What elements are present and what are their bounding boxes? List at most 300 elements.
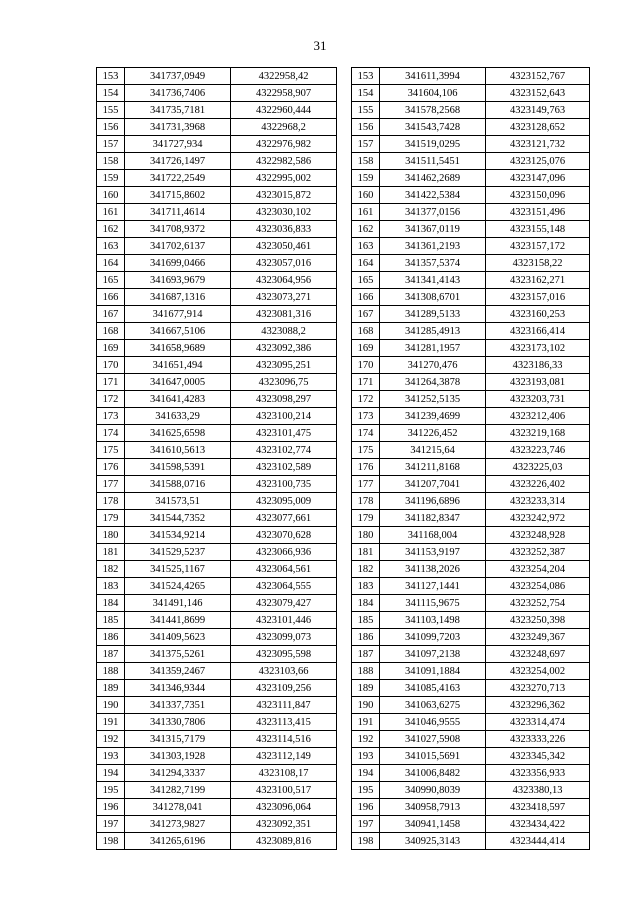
table-row	[97, 425, 337, 442]
point-number-cell: 189	[352, 680, 380, 697]
point-number-cell: 183	[97, 578, 125, 595]
y-coordinate-cell: 4323225,03	[486, 459, 590, 476]
x-coordinate-cell: 341367,0119	[380, 221, 486, 238]
y-coordinate-cell: 4323356,933	[486, 765, 590, 782]
y-coordinate-cell: 4323089,816	[231, 833, 337, 850]
y-coordinate-cell: 4323345,342	[486, 748, 590, 765]
point-number-cell: 183	[352, 578, 380, 595]
point-number-cell: 168	[97, 323, 125, 340]
point-number-cell: 176	[97, 459, 125, 476]
y-coordinate-cell: 4323418,597	[486, 799, 590, 816]
point-number-cell: 164	[352, 255, 380, 272]
x-coordinate-cell: 341610,5613	[125, 442, 231, 459]
table-row	[97, 646, 337, 663]
y-coordinate-cell: 4323070,628	[231, 527, 337, 544]
y-coordinate-cell: 4323096,75	[231, 374, 337, 391]
table-row	[352, 68, 590, 85]
table-row	[352, 119, 590, 136]
point-number-cell: 160	[352, 187, 380, 204]
point-number-cell: 185	[97, 612, 125, 629]
point-number-cell: 170	[97, 357, 125, 374]
point-number-cell: 182	[352, 561, 380, 578]
x-coordinate-cell: 341285,4913	[380, 323, 486, 340]
x-coordinate-cell: 341226,452	[380, 425, 486, 442]
x-coordinate-cell: 341525,1167	[125, 561, 231, 578]
point-number-cell: 153	[97, 68, 125, 85]
x-coordinate-cell: 341715,8602	[125, 187, 231, 204]
y-coordinate-cell: 4322976,982	[231, 136, 337, 153]
table-row	[97, 527, 337, 544]
y-coordinate-cell: 4323223,746	[486, 442, 590, 459]
y-coordinate-cell: 4323095,251	[231, 357, 337, 374]
point-number-cell: 180	[97, 527, 125, 544]
table-row	[97, 272, 337, 289]
table-row	[97, 663, 337, 680]
y-coordinate-cell: 4322960,444	[231, 102, 337, 119]
point-number-cell: 174	[97, 425, 125, 442]
table-row	[97, 459, 337, 476]
y-coordinate-cell: 4323157,172	[486, 238, 590, 255]
y-coordinate-cell: 4323102,589	[231, 459, 337, 476]
y-coordinate-cell: 4323036,833	[231, 221, 337, 238]
y-coordinate-cell: 4323252,754	[486, 595, 590, 612]
table-row	[352, 357, 590, 374]
table-row	[97, 544, 337, 561]
y-coordinate-cell: 4323114,516	[231, 731, 337, 748]
x-coordinate-cell: 341294,3337	[125, 765, 231, 782]
y-coordinate-cell: 4323233,314	[486, 493, 590, 510]
table-row	[352, 170, 590, 187]
point-number-cell: 193	[97, 748, 125, 765]
y-coordinate-cell: 4323152,643	[486, 85, 590, 102]
point-number-cell: 168	[352, 323, 380, 340]
y-coordinate-cell: 4323212,406	[486, 408, 590, 425]
table-row	[352, 136, 590, 153]
table-row	[97, 187, 337, 204]
x-coordinate-cell: 341330,7806	[125, 714, 231, 731]
x-coordinate-cell: 341215,64	[380, 442, 486, 459]
table-row	[97, 629, 337, 646]
table-row	[352, 833, 590, 850]
x-coordinate-cell: 341278,041	[125, 799, 231, 816]
table-row	[352, 442, 590, 459]
x-coordinate-cell: 341737,0949	[125, 68, 231, 85]
x-coordinate-cell: 341736,7406	[125, 85, 231, 102]
point-number-cell: 197	[352, 816, 380, 833]
x-coordinate-cell: 341027,5908	[380, 731, 486, 748]
table-row	[352, 527, 590, 544]
table-row	[97, 119, 337, 136]
y-coordinate-cell: 4323270,713	[486, 680, 590, 697]
y-coordinate-cell: 4323109,256	[231, 680, 337, 697]
point-number-cell: 173	[352, 408, 380, 425]
table-row	[97, 833, 337, 850]
x-coordinate-cell: 341315,7179	[125, 731, 231, 748]
table-row	[97, 578, 337, 595]
point-number-cell: 170	[352, 357, 380, 374]
table-row	[352, 374, 590, 391]
x-coordinate-cell: 341519,0295	[380, 136, 486, 153]
y-coordinate-cell: 4322958,42	[231, 68, 337, 85]
x-coordinate-cell: 341726,1497	[125, 153, 231, 170]
y-coordinate-cell: 4323073,271	[231, 289, 337, 306]
y-coordinate-cell: 4323101,475	[231, 425, 337, 442]
table-row	[352, 425, 590, 442]
x-coordinate-cell: 341651,494	[125, 357, 231, 374]
y-coordinate-cell: 4323064,555	[231, 578, 337, 595]
table-row	[97, 714, 337, 731]
table-row	[352, 510, 590, 527]
table-row	[352, 714, 590, 731]
table-row	[352, 663, 590, 680]
y-coordinate-cell: 4323095,009	[231, 493, 337, 510]
point-number-cell: 165	[352, 272, 380, 289]
point-number-cell: 175	[352, 442, 380, 459]
y-coordinate-cell: 4323079,427	[231, 595, 337, 612]
x-coordinate-cell: 341611,3994	[380, 68, 486, 85]
point-number-cell: 182	[97, 561, 125, 578]
y-coordinate-cell: 4323066,936	[231, 544, 337, 561]
y-coordinate-cell: 4323254,086	[486, 578, 590, 595]
table-row	[97, 221, 337, 238]
y-coordinate-cell: 4323100,214	[231, 408, 337, 425]
y-coordinate-cell: 4323296,362	[486, 697, 590, 714]
y-coordinate-cell: 4323226,402	[486, 476, 590, 493]
table-row	[352, 340, 590, 357]
point-number-cell: 178	[352, 493, 380, 510]
y-coordinate-cell: 4323248,697	[486, 646, 590, 663]
y-coordinate-cell: 4323121,732	[486, 136, 590, 153]
point-number-cell: 172	[97, 391, 125, 408]
table-row	[97, 357, 337, 374]
point-number-cell: 172	[352, 391, 380, 408]
y-coordinate-cell: 4323015,872	[231, 187, 337, 204]
point-number-cell: 161	[97, 204, 125, 221]
point-number-cell: 163	[352, 238, 380, 255]
y-coordinate-cell: 4323248,928	[486, 527, 590, 544]
y-coordinate-cell: 4323111,847	[231, 697, 337, 714]
table-row	[97, 476, 337, 493]
point-number-cell: 159	[97, 170, 125, 187]
table-row	[97, 408, 337, 425]
y-coordinate-cell: 4323098,297	[231, 391, 337, 408]
table-row	[97, 765, 337, 782]
x-coordinate-cell: 341422,5384	[380, 187, 486, 204]
y-coordinate-cell: 4323254,204	[486, 561, 590, 578]
y-coordinate-cell: 4323249,367	[486, 629, 590, 646]
y-coordinate-cell: 4323193,081	[486, 374, 590, 391]
x-coordinate-cell: 341578,2568	[380, 102, 486, 119]
x-coordinate-cell: 341091,1884	[380, 663, 486, 680]
point-number-cell: 191	[352, 714, 380, 731]
y-coordinate-cell: 4323149,763	[486, 102, 590, 119]
x-coordinate-cell: 341462,2689	[380, 170, 486, 187]
point-number-cell: 193	[352, 748, 380, 765]
y-coordinate-cell: 4323147,096	[486, 170, 590, 187]
point-number-cell: 169	[97, 340, 125, 357]
x-coordinate-cell: 341273,9827	[125, 816, 231, 833]
x-coordinate-cell: 341441,8699	[125, 612, 231, 629]
x-coordinate-cell: 341015,5691	[380, 748, 486, 765]
x-coordinate-cell: 341046,9555	[380, 714, 486, 731]
point-number-cell: 166	[352, 289, 380, 306]
point-number-cell: 190	[352, 697, 380, 714]
x-coordinate-cell: 341265,6196	[125, 833, 231, 850]
table-row	[352, 612, 590, 629]
y-coordinate-cell: 4323250,398	[486, 612, 590, 629]
point-number-cell: 155	[97, 102, 125, 119]
y-coordinate-cell: 4323099,073	[231, 629, 337, 646]
point-number-cell: 195	[352, 782, 380, 799]
y-coordinate-cell: 4323113,415	[231, 714, 337, 731]
point-number-cell: 166	[97, 289, 125, 306]
y-coordinate-cell: 4323203,731	[486, 391, 590, 408]
table-row	[352, 238, 590, 255]
table-row	[97, 153, 337, 170]
x-coordinate-cell: 341282,7199	[125, 782, 231, 799]
x-coordinate-cell: 341677,914	[125, 306, 231, 323]
x-coordinate-cell: 341252,5135	[380, 391, 486, 408]
x-coordinate-cell: 341182,8347	[380, 510, 486, 527]
point-number-cell: 158	[97, 153, 125, 170]
y-coordinate-cell: 4323314,474	[486, 714, 590, 731]
x-coordinate-cell: 341357,5374	[380, 255, 486, 272]
page-number: 31	[313, 38, 327, 53]
x-coordinate-cell: 341337,7351	[125, 697, 231, 714]
x-coordinate-cell: 341341,4143	[380, 272, 486, 289]
x-coordinate-cell: 341099,7203	[380, 629, 486, 646]
table-row	[97, 289, 337, 306]
point-number-cell: 164	[97, 255, 125, 272]
point-number-cell: 184	[97, 595, 125, 612]
x-coordinate-cell: 341303,1928	[125, 748, 231, 765]
point-number-cell: 180	[352, 527, 380, 544]
table-row	[97, 238, 337, 255]
point-number-cell: 190	[97, 697, 125, 714]
point-number-cell: 176	[352, 459, 380, 476]
table-row	[97, 697, 337, 714]
x-coordinate-cell: 341727,934	[125, 136, 231, 153]
x-coordinate-cell: 341289,5133	[380, 306, 486, 323]
x-coordinate-cell: 341543,7428	[380, 119, 486, 136]
x-coordinate-cell: 341207,7041	[380, 476, 486, 493]
y-coordinate-cell: 4323166,414	[486, 323, 590, 340]
point-number-cell: 194	[97, 765, 125, 782]
point-number-cell: 171	[352, 374, 380, 391]
table-row	[352, 289, 590, 306]
x-coordinate-cell: 341588,0716	[125, 476, 231, 493]
x-coordinate-cell: 340990,8039	[380, 782, 486, 799]
point-number-cell: 155	[352, 102, 380, 119]
x-coordinate-cell: 341625,6598	[125, 425, 231, 442]
y-coordinate-cell: 4323444,414	[486, 833, 590, 850]
point-number-cell: 171	[97, 374, 125, 391]
x-coordinate-cell: 341409,5623	[125, 629, 231, 646]
y-coordinate-cell: 4323081,316	[231, 306, 337, 323]
point-number-cell: 179	[97, 510, 125, 527]
x-coordinate-cell: 341264,3878	[380, 374, 486, 391]
y-coordinate-cell: 4323157,016	[486, 289, 590, 306]
x-coordinate-cell: 341085,4163	[380, 680, 486, 697]
y-coordinate-cell: 4323092,386	[231, 340, 337, 357]
table-row	[352, 204, 590, 221]
x-coordinate-cell: 340958,7913	[380, 799, 486, 816]
point-number-cell: 173	[97, 408, 125, 425]
table-row	[97, 731, 337, 748]
point-number-cell: 198	[97, 833, 125, 850]
x-coordinate-cell: 341534,9214	[125, 527, 231, 544]
x-coordinate-cell: 341693,9679	[125, 272, 231, 289]
point-number-cell: 156	[352, 119, 380, 136]
y-coordinate-cell: 4323380,13	[486, 782, 590, 799]
y-coordinate-cell: 4323150,096	[486, 187, 590, 204]
table-row	[352, 272, 590, 289]
y-coordinate-cell: 4323128,652	[486, 119, 590, 136]
y-coordinate-cell: 4323186,33	[486, 357, 590, 374]
x-coordinate-cell: 341115,9675	[380, 595, 486, 612]
y-coordinate-cell: 4323101,446	[231, 612, 337, 629]
x-coordinate-cell: 341361,2193	[380, 238, 486, 255]
y-coordinate-cell: 4323100,735	[231, 476, 337, 493]
x-coordinate-cell: 341641,4283	[125, 391, 231, 408]
point-number-cell: 192	[352, 731, 380, 748]
x-coordinate-cell: 341377,0156	[380, 204, 486, 221]
point-number-cell: 197	[97, 816, 125, 833]
x-coordinate-cell: 341138,2026	[380, 561, 486, 578]
table-row	[352, 595, 590, 612]
y-coordinate-cell: 4323333,226	[486, 731, 590, 748]
x-coordinate-cell: 341687,1316	[125, 289, 231, 306]
y-coordinate-cell: 4322968,2	[231, 119, 337, 136]
table-row	[97, 340, 337, 357]
table-row	[352, 476, 590, 493]
x-coordinate-cell: 340941,1458	[380, 816, 486, 833]
table-row	[352, 459, 590, 476]
y-coordinate-cell: 4323100,517	[231, 782, 337, 799]
x-coordinate-cell: 341270,476	[380, 357, 486, 374]
table-row	[97, 255, 337, 272]
table-row	[352, 629, 590, 646]
table-row	[352, 799, 590, 816]
table-row	[97, 204, 337, 221]
y-coordinate-cell: 4323096,064	[231, 799, 337, 816]
table-row	[97, 374, 337, 391]
y-coordinate-cell: 4323050,461	[231, 238, 337, 255]
table-row	[352, 391, 590, 408]
table-row	[97, 799, 337, 816]
y-coordinate-cell: 4323162,271	[486, 272, 590, 289]
y-coordinate-cell: 4323151,496	[486, 204, 590, 221]
y-coordinate-cell: 4323095,598	[231, 646, 337, 663]
x-coordinate-cell: 341529,5237	[125, 544, 231, 561]
point-number-cell: 163	[97, 238, 125, 255]
point-number-cell: 169	[352, 340, 380, 357]
point-number-cell: 196	[352, 799, 380, 816]
point-number-cell: 175	[97, 442, 125, 459]
table-row	[352, 153, 590, 170]
x-coordinate-cell: 341168,004	[380, 527, 486, 544]
y-coordinate-cell: 4323242,972	[486, 510, 590, 527]
y-coordinate-cell: 4323030,102	[231, 204, 337, 221]
x-coordinate-cell: 341281,1957	[380, 340, 486, 357]
point-number-cell: 157	[97, 136, 125, 153]
point-number-cell: 181	[97, 544, 125, 561]
y-coordinate-cell: 4322982,586	[231, 153, 337, 170]
point-number-cell: 179	[352, 510, 380, 527]
y-coordinate-cell: 4323160,253	[486, 306, 590, 323]
point-number-cell: 167	[97, 306, 125, 323]
table-row	[97, 680, 337, 697]
table-row	[97, 493, 337, 510]
point-number-cell: 198	[352, 833, 380, 850]
table-row	[352, 816, 590, 833]
x-coordinate-cell: 341735,7181	[125, 102, 231, 119]
x-coordinate-cell: 341511,5451	[380, 153, 486, 170]
y-coordinate-cell: 4323057,016	[231, 255, 337, 272]
point-number-cell: 165	[97, 272, 125, 289]
table-row	[352, 306, 590, 323]
point-number-cell: 191	[97, 714, 125, 731]
x-coordinate-cell: 341103,1498	[380, 612, 486, 629]
y-coordinate-cell: 4323112,149	[231, 748, 337, 765]
table-row	[97, 595, 337, 612]
x-coordinate-cell: 341658,9689	[125, 340, 231, 357]
table-row	[352, 646, 590, 663]
x-coordinate-cell: 341359,2467	[125, 663, 231, 680]
x-coordinate-cell: 341196,6896	[380, 493, 486, 510]
table-row	[352, 561, 590, 578]
y-coordinate-cell: 4323252,387	[486, 544, 590, 561]
y-coordinate-cell: 4323088,2	[231, 323, 337, 340]
point-number-cell: 177	[97, 476, 125, 493]
table-row	[352, 255, 590, 272]
x-coordinate-cell: 341604,106	[380, 85, 486, 102]
y-coordinate-cell: 4323155,148	[486, 221, 590, 238]
x-coordinate-cell: 341647,0005	[125, 374, 231, 391]
point-number-cell: 186	[97, 629, 125, 646]
x-coordinate-cell: 340925,3143	[380, 833, 486, 850]
y-coordinate-cell: 4323152,767	[486, 68, 590, 85]
y-coordinate-cell: 4323103,66	[231, 663, 337, 680]
table-row	[97, 85, 337, 102]
table-row	[97, 510, 337, 527]
point-number-cell: 185	[352, 612, 380, 629]
x-coordinate-cell: 341308,6701	[380, 289, 486, 306]
table-row	[97, 68, 337, 85]
point-number-cell: 161	[352, 204, 380, 221]
point-number-cell: 194	[352, 765, 380, 782]
table-row	[352, 187, 590, 204]
point-number-cell: 167	[352, 306, 380, 323]
table-row	[97, 561, 337, 578]
table-row	[97, 816, 337, 833]
x-coordinate-cell: 341063,6275	[380, 697, 486, 714]
point-number-cell: 157	[352, 136, 380, 153]
point-number-cell: 162	[97, 221, 125, 238]
table-row	[352, 102, 590, 119]
point-number-cell: 192	[97, 731, 125, 748]
point-number-cell: 154	[352, 85, 380, 102]
x-coordinate-cell: 341722,2549	[125, 170, 231, 187]
y-coordinate-cell: 4323158,22	[486, 255, 590, 272]
table-row	[352, 765, 590, 782]
point-number-cell: 159	[352, 170, 380, 187]
table-row	[352, 782, 590, 799]
y-coordinate-cell: 4323125,076	[486, 153, 590, 170]
table-row	[97, 323, 337, 340]
y-coordinate-cell: 4322995,002	[231, 170, 337, 187]
y-coordinate-cell: 4322958,907	[231, 85, 337, 102]
